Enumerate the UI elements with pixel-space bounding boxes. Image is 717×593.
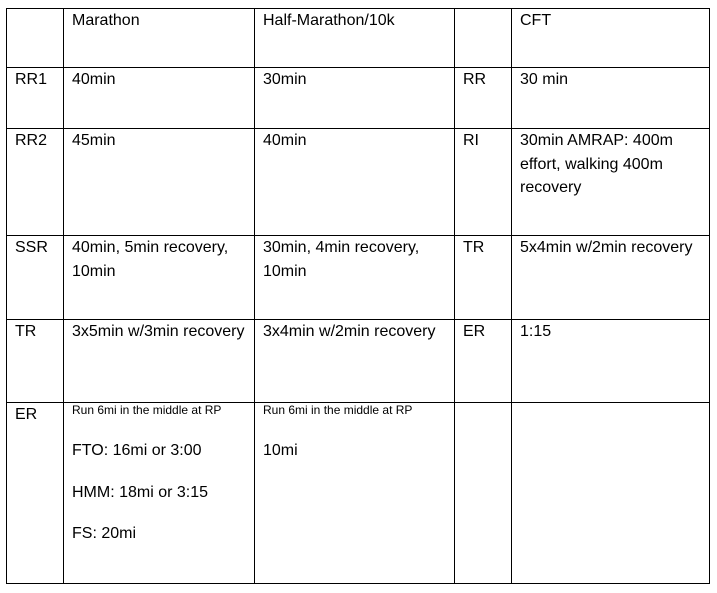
- cft-cell[interactable]: 30min AMRAP: 400m effort, walking 400m recovery: [512, 129, 710, 236]
- marathon-cell[interactable]: [64, 403, 255, 584]
- cft-label-cell[interactable]: RR: [455, 68, 512, 129]
- cft-label-cell[interactable]: [455, 403, 512, 584]
- cft-label-cell[interactable]: ER: [455, 320, 512, 403]
- header-cell-marathon[interactable]: Marathon: [64, 9, 255, 68]
- marathon-er-line-hmm: HMM: 18mi or 3:15: [72, 483, 209, 501]
- half-marathon-cell[interactable]: 30min: [255, 68, 455, 129]
- row-label-cell[interactable]: RR2: [7, 129, 64, 236]
- row-label-cell[interactable]: SSR: [7, 236, 64, 320]
- table-row: [7, 236, 710, 320]
- table-row: [7, 129, 710, 236]
- marathon-cell[interactable]: 40min, 5min recovery, 10min: [64, 236, 255, 320]
- table-header-row: [7, 9, 710, 68]
- half-marathon-cell[interactable]: 40min: [255, 129, 455, 236]
- half-marathon-cell[interactable]: 30min, 4min recovery, 10min: [255, 236, 455, 320]
- cft-cell[interactable]: [512, 403, 710, 584]
- half-er-note: Run 6mi in the middle at RP: [263, 403, 413, 417]
- marathon-er-line-fs: FS: 20mi: [72, 525, 137, 542]
- row-label-cell[interactable]: RR1: [7, 68, 64, 129]
- table-row: [7, 403, 710, 584]
- cft-label-cell[interactable]: TR: [455, 236, 512, 320]
- table-row: [7, 320, 710, 403]
- marathon-er-line-fto: FTO: 16mi or 3:00: [72, 442, 202, 459]
- cft-cell[interactable]: 5x4min w/2min recovery: [512, 236, 710, 320]
- marathon-cell[interactable]: 45min: [64, 129, 255, 236]
- header-cell-cft[interactable]: CFT: [512, 9, 710, 68]
- header-cell-half-marathon[interactable]: Half-Marathon/10k: [255, 9, 455, 68]
- half-marathon-cell[interactable]: [255, 403, 455, 584]
- header-cell-cft-label[interactable]: [455, 9, 512, 68]
- cft-cell[interactable]: 30 min: [512, 68, 710, 129]
- half-er-line: 10mi: [263, 442, 298, 459]
- training-plan-table: [6, 8, 710, 584]
- half-marathon-cell[interactable]: 3x4min w/2min recovery: [255, 320, 455, 403]
- cft-label-cell[interactable]: RI: [455, 129, 512, 236]
- marathon-cell[interactable]: 40min: [64, 68, 255, 129]
- row-label-cell[interactable]: TR: [7, 320, 64, 403]
- header-cell-label[interactable]: [7, 9, 64, 68]
- marathon-er-note: Run 6mi in the middle at RP: [72, 403, 222, 417]
- cft-cell[interactable]: 1:15: [512, 320, 710, 403]
- table-row: [7, 68, 710, 129]
- marathon-cell[interactable]: 3x5min w/3min recovery: [64, 320, 255, 403]
- row-label-cell[interactable]: ER: [7, 403, 64, 584]
